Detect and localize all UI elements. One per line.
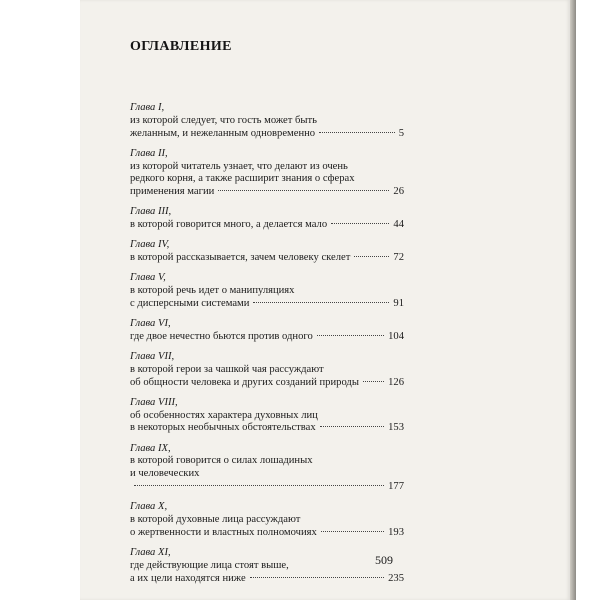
toc-entry <box>130 318 404 344</box>
chapter-description-line: а их цели находятся ниже <box>130 572 246 584</box>
toc-entry-last-line <box>130 128 404 141</box>
toc-entry <box>130 239 404 265</box>
toc-page-number: 5 <box>398 127 404 139</box>
toc-page-number: 104 <box>388 330 404 342</box>
toc-entry-last-line <box>130 527 404 540</box>
toc-entry-last-line <box>130 422 404 435</box>
chapter-label: Глава IV, <box>130 239 170 251</box>
chapter-label: Глава XI, <box>130 547 171 559</box>
toc-entry <box>130 148 404 199</box>
dot-leader <box>319 132 395 133</box>
chapter-description-line: где действующие лица стоят выше, <box>130 559 289 571</box>
toc-page-number: 26 <box>393 186 404 198</box>
toc-page-number: 177 <box>388 481 404 493</box>
chapter-description-line: о жертвенности и властных полномочиях <box>130 526 317 538</box>
chapter-description-line: в которой герои за чашкой чая рассуждают <box>130 363 324 375</box>
page-number: 509 <box>375 553 393 567</box>
toc-entry <box>130 443 404 494</box>
toc-entry <box>130 501 404 539</box>
chapter-label: Глава VIII, <box>130 396 178 408</box>
chapter-label: Глава V, <box>130 272 166 284</box>
chapter-description-line: с дисперсными системами <box>130 297 250 309</box>
dot-leader <box>354 256 389 257</box>
dot-leader <box>363 381 384 382</box>
chapter-label: Глава IX, <box>130 442 171 454</box>
chapter-description-line: в которой рассказывается, зачем человеку скелет <box>130 252 351 264</box>
toc-entry <box>130 206 404 232</box>
toc-page-number: 153 <box>388 422 404 434</box>
toc-entry-last-line <box>130 481 404 494</box>
dot-leader <box>218 190 389 191</box>
chapter-description-line: в некоторых необычных обстоятельствах <box>130 422 316 434</box>
chapter-label: Глава II, <box>130 147 168 159</box>
chapter-description-line: в которой речь идет о манипуляциях <box>130 285 295 297</box>
chapter-label: Глава III, <box>130 206 172 218</box>
toc-entry-last-line <box>130 573 404 586</box>
chapter-label: Глава X, <box>130 501 168 513</box>
chapter-description-line: желанным, и нежеланным одновременно <box>130 127 316 139</box>
toc-page-number: 44 <box>393 219 404 231</box>
toc-heading: ОГЛАВЛЕНИЕ <box>130 39 232 54</box>
toc-entry <box>130 547 404 585</box>
dot-leader <box>331 223 389 224</box>
toc-entry <box>130 397 404 435</box>
toc-page-number: 72 <box>393 252 404 264</box>
toc-entry <box>130 102 404 140</box>
chapter-description-line: из которой читатель узнает, что делают из очень <box>130 160 348 172</box>
chapter-description-line: применения магии <box>130 186 215 198</box>
chapter-description-line: и человеческих <box>130 468 200 480</box>
dot-leader <box>321 531 384 532</box>
toc-entry-last-line <box>130 377 404 390</box>
chapter-label: Глава VII, <box>130 351 175 363</box>
chapter-label: Глава I, <box>130 102 165 113</box>
toc-entry-last-line <box>130 186 404 199</box>
dot-leader <box>134 485 384 486</box>
toc-entry <box>130 351 404 389</box>
dot-leader <box>320 426 384 427</box>
toc-entry <box>130 272 404 310</box>
chapter-description-line: в которой говорится много, а делается мало <box>130 219 328 231</box>
chapter-description-line: об особенностях характера духовных лиц <box>130 409 318 421</box>
toc-page-number: 126 <box>388 376 404 388</box>
toc-entry-last-line <box>130 298 404 311</box>
chapter-description-line: в которой говорится о силах лошадиных <box>130 455 313 467</box>
chapter-description-line: из которой следует, что гость может быть <box>130 114 317 126</box>
dot-leader <box>250 577 384 578</box>
page-edge <box>570 0 576 600</box>
toc-page-number: 235 <box>388 572 404 584</box>
toc-entry-last-line <box>130 219 404 232</box>
chapter-description-line: об общности человека и других созданий природы <box>130 376 359 388</box>
chapter-label: Глава VI, <box>130 318 171 330</box>
table-of-contents <box>130 102 404 593</box>
dot-leader <box>317 335 384 336</box>
chapter-description-line: в которой духовные лица рассуждают <box>130 514 301 526</box>
toc-page-number: 193 <box>388 526 404 538</box>
toc-page-number: 91 <box>393 297 404 309</box>
toc-entry-last-line <box>130 331 404 344</box>
chapter-description-line: где двое нечестно бьются против одного <box>130 330 313 342</box>
dot-leader <box>253 302 389 303</box>
chapter-description-line: редкого корня, а также расширит знания о сферах <box>130 173 355 185</box>
toc-entry-last-line <box>130 252 404 265</box>
